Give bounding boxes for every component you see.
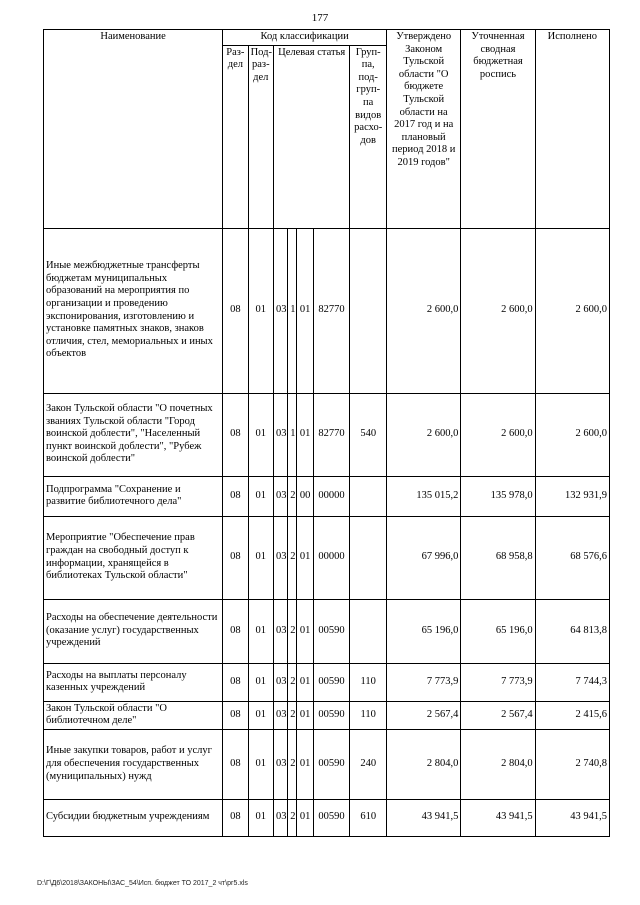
- row-section: 08: [223, 516, 248, 599]
- row-approved: 7 773,9: [387, 663, 461, 701]
- row-target-program: 03: [274, 729, 288, 799]
- header-expense-group: Груп-па, под-груп-па видов расхо-дов: [350, 45, 387, 228]
- row-expense-group: 240: [350, 729, 387, 799]
- row-revised: 2 804,0: [461, 729, 535, 799]
- row-name: Иные межбюджетные трансферты бюджетам муниципальных образований на мероприятия по организации и проведению экспонирования, изготовлению и установке памятных знаков, знаков отличия, стел, мемориальных и иных объектов: [44, 228, 223, 393]
- row-approved: 2 567,4: [387, 701, 461, 729]
- row-target-event: 01: [297, 228, 313, 393]
- table-row: [44, 516, 610, 599]
- header-subsection: Под-раз-дел: [248, 45, 273, 228]
- row-target-direction: 00590: [313, 599, 350, 663]
- row-executed: 2 600,0: [535, 228, 609, 393]
- row-expense-group: 540: [350, 393, 387, 476]
- row-target-direction: 00000: [313, 476, 350, 516]
- row-target-subprogram: 2: [288, 599, 297, 663]
- row-expense-group: 610: [350, 799, 387, 836]
- row-revised: 135 978,0: [461, 476, 535, 516]
- row-executed: 7 744,3: [535, 663, 609, 701]
- row-target-direction: 00590: [313, 729, 350, 799]
- row-expense-group: [350, 599, 387, 663]
- row-target-direction: 82770: [313, 228, 350, 393]
- row-target-event: 01: [297, 663, 313, 701]
- row-approved: 2 600,0: [387, 228, 461, 393]
- row-section: 08: [223, 476, 248, 516]
- header-target-article: Целевая статья: [274, 45, 350, 228]
- table-row: [44, 599, 610, 663]
- row-revised: 68 958,8: [461, 516, 535, 599]
- row-target-program: 03: [274, 799, 288, 836]
- table-row: [44, 799, 610, 836]
- row-target-subprogram: 2: [288, 729, 297, 799]
- row-target-direction: 00590: [313, 799, 350, 836]
- table-row: [44, 729, 610, 799]
- row-revised: 2 567,4: [461, 701, 535, 729]
- row-revised: 7 773,9: [461, 663, 535, 701]
- page-number: 177: [311, 12, 329, 24]
- row-section: 08: [223, 799, 248, 836]
- row-target-direction: 00590: [313, 663, 350, 701]
- table-row: [44, 663, 610, 701]
- row-target-event: 00: [297, 476, 313, 516]
- row-revised: 2 600,0: [461, 228, 535, 393]
- row-target-event: 01: [297, 729, 313, 799]
- row-name: Расходы на выплаты персоналу казенных учреждений: [44, 663, 223, 701]
- row-section: 08: [223, 729, 248, 799]
- row-executed: 68 576,6: [535, 516, 609, 599]
- row-executed: 43 941,5: [535, 799, 609, 836]
- row-expense-group: [350, 516, 387, 599]
- row-executed: 132 931,9: [535, 476, 609, 516]
- row-target-program: 03: [274, 393, 288, 476]
- row-subsection: 01: [248, 476, 273, 516]
- row-subsection: 01: [248, 393, 273, 476]
- row-section: 08: [223, 701, 248, 729]
- header-name: Наименование: [44, 30, 223, 229]
- row-target-subprogram: 2: [288, 799, 297, 836]
- row-approved: 43 941,5: [387, 799, 461, 836]
- row-approved: 65 196,0: [387, 599, 461, 663]
- row-subsection: 01: [248, 228, 273, 393]
- row-target-subprogram: 2: [288, 701, 297, 729]
- header-revised: Уточненная сводная бюджетная роспись: [461, 30, 535, 229]
- row-target-program: 03: [274, 476, 288, 516]
- row-target-event: 01: [297, 393, 313, 476]
- row-subsection: 01: [248, 663, 273, 701]
- row-target-event: 01: [297, 516, 313, 599]
- row-executed: 2 740,8: [535, 729, 609, 799]
- row-executed: 64 813,8: [535, 599, 609, 663]
- row-section: 08: [223, 663, 248, 701]
- row-target-event: 01: [297, 701, 313, 729]
- row-target-direction: 82770: [313, 393, 350, 476]
- row-name: Субсидии бюджетным учреждениям: [44, 799, 223, 836]
- row-section: 08: [223, 599, 248, 663]
- header-approved: Утверждено Законом Тульской области "О бюджете Тульской области на 2017 год и на плановый период 2018 и 2019 годов": [387, 30, 461, 229]
- row-target-program: 03: [274, 228, 288, 393]
- row-name: Иные закупки товаров, работ и услуг для обеспечения государственных (муниципальных) нужд: [44, 729, 223, 799]
- header-executed: Исполнено: [535, 30, 609, 229]
- row-approved: 2 600,0: [387, 393, 461, 476]
- row-name: Закон Тульской области "О библиотечном деле": [44, 701, 223, 729]
- row-target-event: 01: [297, 599, 313, 663]
- row-target-program: 03: [274, 701, 288, 729]
- row-revised: 2 600,0: [461, 393, 535, 476]
- row-target-subprogram: 2: [288, 663, 297, 701]
- row-target-program: 03: [274, 516, 288, 599]
- row-subsection: 01: [248, 701, 273, 729]
- file-path-footer: D:\Г\Д6\2018\ЗАКОНЫ\ЗАС_54\Исп. бюджет ТО 2017_2 чт\рг5.xls: [37, 880, 248, 887]
- row-subsection: 01: [248, 516, 273, 599]
- row-target-program: 03: [274, 663, 288, 701]
- row-name: Закон Тульской области "О почетных званиях Тульской области "Город воинской доблести", "Населенный пункт воинской доблести", "Рубеж воинской доблести": [44, 393, 223, 476]
- row-subsection: 01: [248, 599, 273, 663]
- row-section: 08: [223, 393, 248, 476]
- row-expense-group: [350, 476, 387, 516]
- row-subsection: 01: [248, 729, 273, 799]
- row-approved: 67 996,0: [387, 516, 461, 599]
- table-row: [44, 393, 610, 476]
- row-target-direction: 00590: [313, 701, 350, 729]
- row-expense-group: 110: [350, 663, 387, 701]
- row-target-subprogram: 1: [288, 393, 297, 476]
- row-revised: 43 941,5: [461, 799, 535, 836]
- table-row: [44, 701, 610, 729]
- row-approved: 2 804,0: [387, 729, 461, 799]
- row-name: Подпрограмма "Сохранение и развитие библиотечного дела": [44, 476, 223, 516]
- budget-table: [43, 29, 610, 837]
- row-expense-group: 110: [350, 701, 387, 729]
- row-target-program: 03: [274, 599, 288, 663]
- row-target-subprogram: 2: [288, 516, 297, 599]
- table-row: [44, 476, 610, 516]
- header-classification: Код классификации: [223, 30, 387, 46]
- row-approved: 135 015,2: [387, 476, 461, 516]
- row-target-subprogram: 1: [288, 228, 297, 393]
- row-executed: 2 415,6: [535, 701, 609, 729]
- row-name: Расходы на обеспечение деятельности (оказание услуг) государственных учреждений: [44, 599, 223, 663]
- table-row: [44, 228, 610, 393]
- row-name: Мероприятие "Обеспечение прав граждан на свободный доступ к информации, хранящейся в библиотеках Тульской области": [44, 516, 223, 599]
- row-target-event: 01: [297, 799, 313, 836]
- row-target-subprogram: 2: [288, 476, 297, 516]
- row-executed: 2 600,0: [535, 393, 609, 476]
- row-revised: 65 196,0: [461, 599, 535, 663]
- row-target-direction: 00000: [313, 516, 350, 599]
- row-expense-group: [350, 228, 387, 393]
- row-section: 08: [223, 228, 248, 393]
- row-subsection: 01: [248, 799, 273, 836]
- header-section: Раз-дел: [223, 45, 248, 228]
